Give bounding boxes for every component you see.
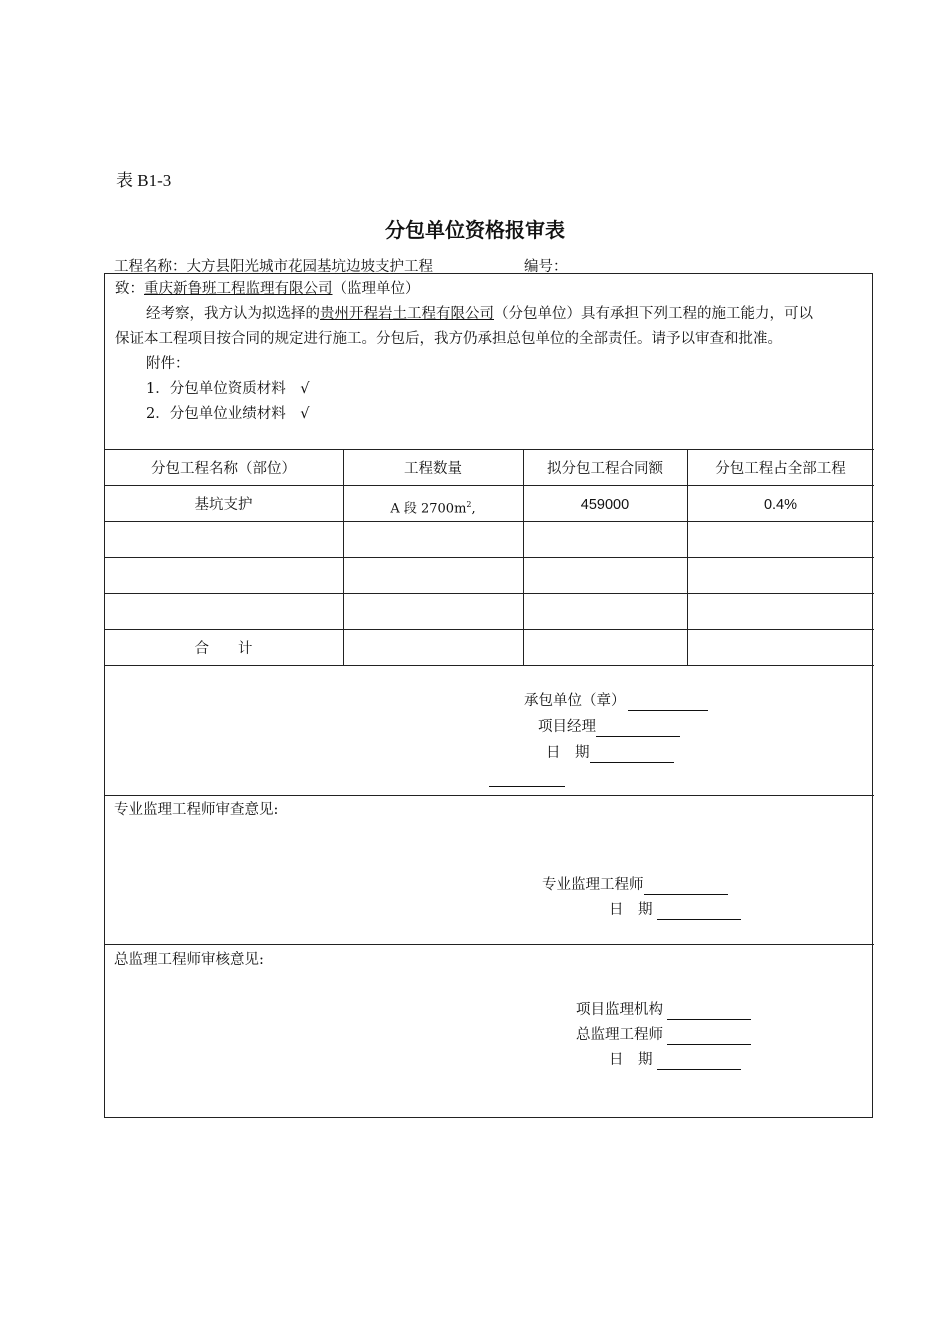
project-manager-label: 项目经理	[538, 719, 596, 735]
form-number: 表 B1-3	[116, 171, 172, 190]
contractor-seal-line	[524, 691, 708, 711]
divider-row4	[104, 629, 874, 630]
supervisor-company: 重庆新鲁班工程监理有限公司	[144, 281, 333, 297]
table-col-divider-1	[343, 449, 344, 665]
project-name-label: 工程名称：	[114, 259, 187, 275]
divider-row1	[104, 521, 874, 522]
specialist-engineer-label: 专业监理工程师	[542, 877, 644, 893]
supervisor-suffix: （监理单位）	[332, 281, 420, 297]
attachment-item: 1．分包单位资质材料 √	[146, 381, 310, 397]
divider-table-bottom	[104, 665, 874, 666]
specialist-date-label: 日 期	[609, 902, 653, 918]
signature-blank	[667, 1005, 751, 1020]
table-header: 工程数量	[404, 461, 462, 477]
signature-blank	[590, 748, 674, 763]
signature-blank	[657, 1055, 741, 1070]
divider-row2	[104, 557, 874, 558]
divider-table-top	[104, 449, 874, 450]
signature-blank	[596, 722, 680, 737]
signature-blank	[644, 880, 728, 895]
table-header: 拟分包工程合同额	[547, 461, 663, 477]
chief-engineer-line	[576, 1025, 751, 1045]
project-manager-line	[538, 717, 680, 737]
serial-number-label: 编号：	[524, 259, 568, 275]
table-col-divider-3	[687, 449, 688, 665]
quantity-superscript: 2	[466, 500, 472, 509]
supervision-org-line	[576, 1000, 751, 1020]
table-header: 分包工程名称（部位）	[151, 461, 296, 477]
divider-header-row	[104, 485, 874, 486]
specialist-date-line	[609, 900, 741, 920]
table-cell-name: 基坑支护	[194, 497, 253, 513]
signature-blank	[657, 905, 741, 920]
signature-blank	[628, 696, 708, 711]
table-cell-quantity	[343, 495, 523, 519]
quantity-value: A 段 2700m	[390, 501, 467, 517]
attachments-label: 附件：	[146, 356, 190, 372]
project-name: 大方县阳光城市花园基坑边坡支护工程	[186, 259, 433, 275]
divider-specialist	[104, 944, 874, 945]
table-total-label: 合 计	[194, 641, 253, 657]
paragraph-suffix: （分包单位）具有承担下列工程的施工能力，可以	[494, 306, 813, 322]
divider-contractor	[104, 795, 874, 796]
attachment-item: 2．分包单位业绩材料 √	[146, 406, 310, 422]
paragraph-prefix: 经考察，我方认为拟选择的	[146, 306, 320, 322]
contractor-date-line	[546, 743, 674, 763]
supervision-org-label: 项目监理机构	[576, 1002, 663, 1018]
contractor-date-label: 日 期	[546, 745, 590, 761]
addressee-line	[115, 279, 420, 299]
table-col-divider-2	[523, 449, 524, 665]
divider-row3	[104, 593, 874, 594]
specialist-engineer-line	[542, 875, 728, 895]
to-label: 致：	[115, 281, 144, 297]
letter-paragraph-line1	[146, 304, 813, 324]
table-header: 分包工程占全部工程	[715, 461, 846, 477]
specialist-review-heading: 专业监理工程师审查意见:	[114, 802, 279, 818]
table-cell-ratio: 0.4%	[763, 497, 798, 513]
letter-paragraph-line2: 保证本工程项目按合同的规定进行施工。分包后，我方仍承担总包单位的全部责任。请予以审查和批准。	[115, 331, 782, 347]
form-frame	[104, 273, 873, 1118]
contractor-unit-label: 承包单位（章）	[524, 693, 626, 709]
chief-date-label: 日 期	[609, 1052, 653, 1068]
chief-date-line	[609, 1050, 741, 1070]
subcontractor-company: 贵州开程岩土工程有限公司	[320, 306, 494, 322]
quantity-tail: ,	[471, 501, 476, 517]
chief-engineer-label: 总监理工程师	[576, 1027, 663, 1043]
document-title: 分包单位资格报审表	[385, 218, 565, 242]
table-cell-amount: 459000	[580, 497, 630, 513]
stray-underline	[489, 786, 565, 787]
signature-blank	[667, 1030, 751, 1045]
chief-review-heading: 总监理工程师审核意见:	[114, 952, 264, 968]
